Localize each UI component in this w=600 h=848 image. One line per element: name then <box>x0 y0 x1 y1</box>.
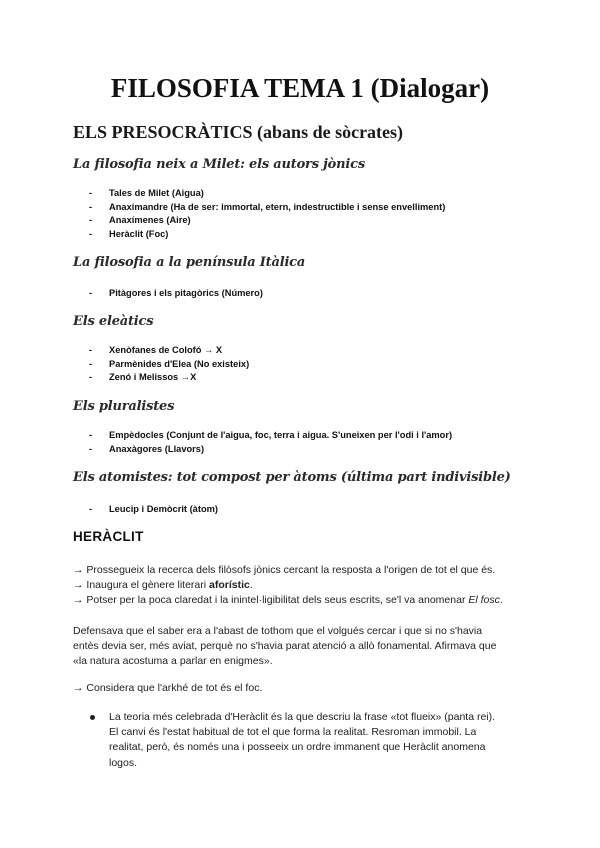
list-item-text: Tales de Milet (Aigua) <box>109 188 204 198</box>
list-item <box>89 287 263 301</box>
list-jonics <box>89 187 445 241</box>
bullet-dot-icon <box>90 715 95 720</box>
list-atomistes <box>89 503 218 517</box>
paragraph-line: «la natura acostuma a parlar en enigmes». <box>73 655 273 668</box>
list-item <box>89 214 445 228</box>
bullet-line: El canvi és l'estat habitual de tot el que forma la realitat. Resroman immobil. La <box>109 726 477 739</box>
list-item <box>89 443 452 457</box>
list-item <box>89 201 445 215</box>
arkhe-line <box>73 681 543 696</box>
subtitle-atomistes: Els atomistes: tot compost per àtoms (última part indivisible) <box>73 470 511 485</box>
list-item <box>89 358 249 372</box>
heraclit-bullet-list <box>89 710 495 771</box>
list-item <box>89 429 452 443</box>
paragraph-line: entès devia ser, més aviat, perquè no s'havia parat atenció a allò fonamental. Afirmava que <box>73 640 497 653</box>
heraclit-heading: HERÀCLIT <box>73 529 144 544</box>
point-italic-text: El fosc <box>468 594 500 607</box>
list-item <box>89 187 445 201</box>
bullet-line: realitat, però, és només una i posseeix un ordre immanent que Heràclit anomena <box>109 741 486 754</box>
dash-marker: - <box>89 430 93 440</box>
subtitle-eleatics: Els eleàtics <box>73 314 154 329</box>
list-item-text: Heràclit (Foc) <box>109 228 169 239</box>
section-heading-presocratics: ELS PRESOCRÀTICS (abans de sòcrates) <box>73 122 404 142</box>
arkhe-text: → Considera que l'arkhé de tot és el foc. <box>73 682 263 694</box>
list-item-text: Leucip i Demòcrit (àtom) <box>109 504 218 514</box>
list-italica <box>89 287 263 301</box>
list-item <box>89 710 495 771</box>
list-item-text: Empèdocles (Conjunt de l'aigua, foc, terra i aigua. S'uneixen per l'odi i l'amor) <box>109 430 453 440</box>
list-item-text: Zenó i Melissos →X <box>109 372 197 382</box>
dash-marker: - <box>89 504 93 514</box>
subtitle-italica: La filosofia a la península Itàlica <box>73 255 306 270</box>
list-item <box>89 371 249 385</box>
list-item-text: Anaxímenes (Aire) <box>109 215 191 225</box>
point-line: → Prossegueix la recerca dels filòsofs jònics cercant la resposta a l'origen de tot el que és. <box>73 564 496 576</box>
dash-marker: - <box>89 358 93 369</box>
point-text: → Potser per la poca claredat i la inintel·ligibilitat dels seus escrits, se'l va anomenar <box>73 594 469 607</box>
bullet-line: logos. <box>109 756 138 769</box>
bullet-line: La teoria més celebrada d'Heràclit és la que descriu la frase «tot flueix» (panta rei). <box>109 711 496 723</box>
point-line <box>73 593 543 608</box>
heraclit-paragraph <box>73 624 543 670</box>
dash-marker: - <box>89 215 93 225</box>
dash-marker: - <box>89 288 93 298</box>
list-item <box>89 228 445 242</box>
list-pluralistes <box>89 429 452 456</box>
dash-marker: - <box>89 372 93 382</box>
list-item-text: Parmènides d'Elea (No existeix) <box>109 358 250 369</box>
dash-marker: - <box>89 228 93 239</box>
dash-marker: - <box>89 188 93 198</box>
subtitle-jonics: La filosofia neix a Milet: els autors jònics <box>73 157 365 172</box>
paragraph-line: Defensava que el saber era a l'abast de tothom que el volgués cercar i que si no s'havia <box>73 625 483 637</box>
list-item-text: Pitàgores i els pitagòrics (Número) <box>109 288 263 298</box>
list-item-text: Anaximandre (Ha de ser: immortal, etern, indestructible i sense envelliment) <box>109 201 446 212</box>
point-text: → Inaugura el gènere literari <box>73 579 209 592</box>
dash-marker: - <box>89 201 93 212</box>
list-item <box>89 344 249 358</box>
list-item <box>89 503 218 517</box>
document-title: FILOSOFIA TEMA 1 (Dialogar) <box>110 73 490 103</box>
dash-marker: - <box>89 443 93 454</box>
heraclit-points <box>73 563 543 609</box>
subtitle-pluralistes: Els pluralistes <box>73 399 175 414</box>
point-line <box>73 578 543 593</box>
list-eleatics <box>89 344 249 385</box>
list-item-text: Xenòfanes de Colofó → X <box>109 345 223 355</box>
dash-marker: - <box>89 345 93 355</box>
point-bold-text: aforístic <box>209 579 250 592</box>
point-text: . <box>249 579 253 592</box>
list-item-text: Anaxàgores (Llavors) <box>109 443 205 454</box>
point-text: . <box>499 594 503 607</box>
